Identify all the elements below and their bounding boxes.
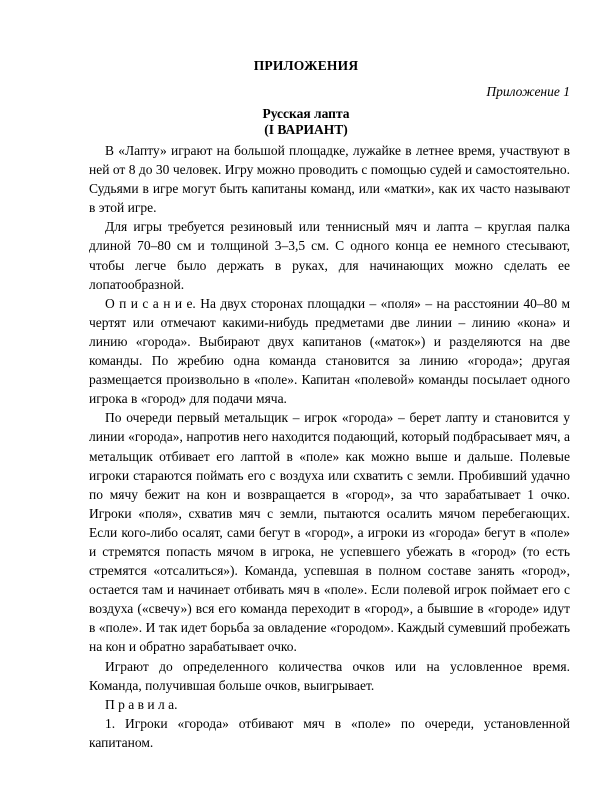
paragraph-intro: В «Лапту» играют на большой площадке, лужайке в летнее время, участвуют в ней от 8 до 30 человек. Игру можно проводить с помощью судей и самостоятельно. Судьями в игре могут быть капитаны команд, или «матки», как их часто называют в этой игре. xyxy=(89,143,570,216)
game-title: Русская лапта xyxy=(262,106,350,121)
rules-heading: П р а в и л а. xyxy=(105,696,178,712)
variant-label: (I ВАРИАНТ) xyxy=(264,122,348,137)
game-title-block xyxy=(0,106,612,138)
paragraph-scoring: Играют до определенного количества очков или на условленное время. Команда, получившая больше очков, выигрывает. xyxy=(89,658,570,693)
rule-1: 1. Игроки «города» отбивают мяч в «поле» по очереди, установленной капитаном. xyxy=(89,715,570,750)
paragraph-equipment: Для игры требуется резиновый или теннисный мяч и лапта – круглая палка длиной 70–80 см и толщиной 3–3,5 см. С одного конца ее немного стесывают, чтобы легче было держать в руках, для начинающих можно сделать ее лопатообразной. xyxy=(89,219,570,292)
paragraph-description xyxy=(89,294,570,409)
appendix-label: Приложение 1 xyxy=(486,84,570,99)
document-body xyxy=(89,141,570,752)
paragraph-gameplay: По очереди первый метальщик – игрок «города» – берет лапту и становится у линии «города», напротив него находится подающий, который подбрасывает мяч, а метальщик отбивает его лаптой в «поле» как можно выше и дальше. Полевые игроки стараются поймать его с воздуха или схватить с земли. Пробивший удачно по мячу бежит на кон и возвращается в «город», за что зарабатывает 1 очко. Игроки «поля», схватив мяч с земли, пытаются осалить мячом перебегающих. Если кого-либо осалят, сами бегут в «город», а игроки из «города» бегут в «поле» и стремятся попасть мячом в игрока, не успевшего убежать в «город» (то есть стремятся «отсалиться»). Команда, успевшая в полном составе занять «город», остается там и начинает отбивать мяч в «поле». Если полевой игрок поймает его с воздуха («свечу») вся его команда переходит в «город», а бывшие в «городе» идут в «поле». И так идет борьба за овладение «городом». Каждый сумевший пробежать на кон и обратно зарабатывает очко. xyxy=(89,410,570,655)
description-text: На двух сторонах площадки – «поля» – на расстоянии 40–80 м чертят или отмечают какими-нибудь предметами две линии – линию «кона» и линию «города». Выбирают двух капитанов («маток») и разделяются на две команды. По жребию одна команда становится за линию «города»; другая размещается произвольно в «поле». Капитан «полевой» команды посылает одного игрока в «город» для подачи мяча. xyxy=(89,295,571,407)
description-label: О п и с а н и е. xyxy=(105,295,196,311)
page-heading: ПРИЛОЖЕНИЯ xyxy=(253,58,359,73)
